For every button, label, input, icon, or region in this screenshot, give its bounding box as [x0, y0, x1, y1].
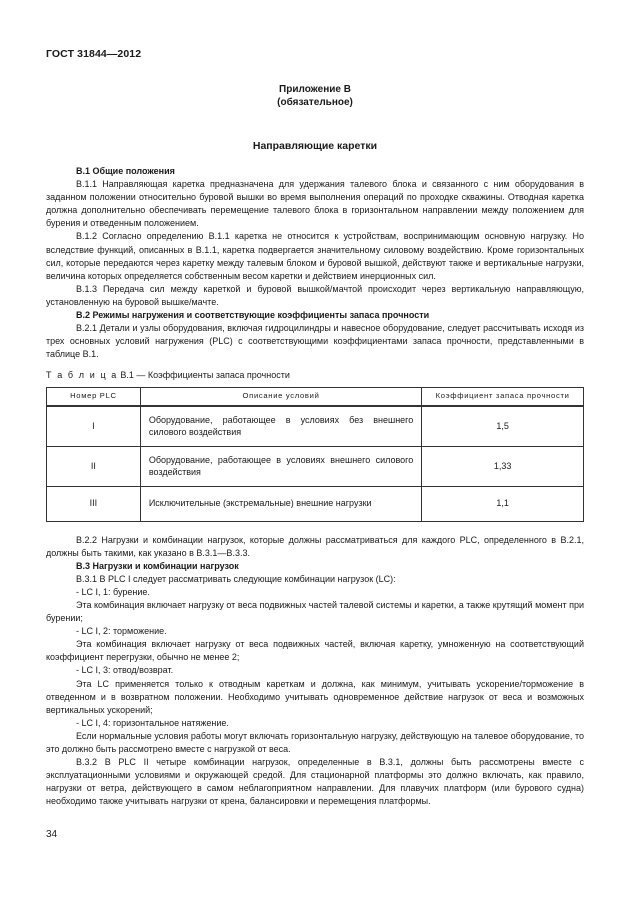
- condition-description-cell: Оборудование, работающее в условиях внешнего силового воздействия: [140, 446, 421, 486]
- paragraph-b2-1: В.2.1 Детали и узлы оборудования, включая гидроцилиндры и навесное оборудование, следует рассчитывать исходя из трех основных условий нагружения (PLC) с соответствующими коэффициентами запаса прочности, представленными в таблице В.1.: [46, 323, 584, 360]
- table-caption-text: В.1 — Коэффициенты запаса прочности: [117, 370, 290, 381]
- plc-number-cell: I: [47, 406, 141, 447]
- document-id: ГОСТ 31844—2012: [46, 48, 142, 60]
- list-item-lc4: - LC I, 4: горизонтальное натяжение.: [76, 717, 229, 728]
- section-heading-b1: В.1 Общие положения: [76, 166, 175, 176]
- safety-factor-table: [46, 387, 584, 522]
- table-header-cell: Коэффициент запаса прочности: [422, 387, 584, 406]
- page-title: Направляющие каретки: [252, 140, 378, 152]
- table-row: [47, 446, 584, 486]
- list-item-lc1: - LC I, 1: бурение.: [76, 586, 150, 597]
- list-item-lc2: - LC I, 2: торможение.: [76, 626, 167, 637]
- safety-factor-cell: 1,1: [422, 486, 584, 521]
- safety-factor-cell: 1,5: [422, 406, 584, 447]
- condition-description-cell: Оборудование, работающее в условиях без внешнего силового воздействия: [140, 406, 421, 447]
- table-caption-prefix: Т а б л и ц а: [46, 370, 118, 381]
- section-heading-b3: В.3 Нагрузки и комбинации нагрузок: [76, 560, 239, 571]
- safety-factor-cell: 1,33: [422, 446, 584, 486]
- table-row: [47, 406, 584, 447]
- paragraph-lc3-description: Эта LC применяется только к отводным кареткам и должна, как минимум, учитывать ускорение/торможение в отведенном и в возвратном положении. Необходимо учитывать одновременное действие нагрузок от веса и возможных вертикальных ускорений;: [46, 678, 584, 715]
- appendix-heading: [46, 83, 584, 109]
- document-body: [46, 165, 584, 808]
- table-header-cell: Номер PLC: [47, 387, 141, 406]
- paragraph-lc2-description: Эта комбинация включает нагрузку от веса подвижных частей, включая каретку, умноженную на соответствующий коэффициент перегрузки, обычно не менее 2;: [46, 639, 584, 663]
- paragraph-b1-2: В.1.2 Согласно определению В.1.1 каретка не относится к устройствам, воспринимающим основную нагрузку. Но вследствие функций, описанных в В.1.1, каретка подвергается значительному силовому воздействию. Кроме горизонтальных сил, которые передаются через каретку между талевым блоком и буровой вышкой, действуют также и вертикальные нагрузки, величина которых определяется собственным весом каретки и действием инерционных сил.: [46, 231, 584, 281]
- table-header-row: [47, 387, 584, 406]
- plc-number-cell: II: [47, 446, 141, 486]
- paragraph-b2-2: В.2.2 Нагрузки и комбинации нагрузок, которые должны рассматриваться для каждого PLC, определенного в В.2.1, должны быть такими, как указано в В.3.1—В.3.3.: [46, 534, 584, 558]
- table-row: [47, 486, 584, 521]
- section-heading-b2: В.2 Режимы нагружения и соответствующие коэффициенты запаса прочности: [76, 310, 430, 321]
- paragraph-b1-1: В.1.1 Направляющая каретка предназначена для удержания талевого блока и связанного с ним оборудования в заданном положении относительно буровой вышки во время выполнения операций по проходке скважины. Отводная каретка должна дополнительно обеспечивать перемещение талевого блока в горизонтальном направлении между положением для бурения и отведенным положением.: [46, 179, 584, 229]
- table-header-cell: Описание условий: [140, 387, 421, 406]
- list-item-lc3: - LC I, 3: отвод/возврат.: [76, 665, 174, 676]
- paragraph-lc1-description: Эта комбинация включает нагрузку от веса подвижных частей талевой системы и каретки, а также крутящий момент при бурении;: [46, 599, 584, 624]
- plc-number-cell: III: [47, 486, 141, 521]
- page-number: 34: [46, 829, 58, 840]
- paragraph-b1-3: В.1.3 Передача сил между кареткой и буровой вышкой/мачтой происходит через вертикальную направляющую, установленную на буровой вышке/мачте.: [46, 283, 584, 307]
- paragraph-lc4-description: Если нормальные условия работы могут включать горизонтальную нагрузку, действующую на талевое оборудование, то это должно быть рассмотрено вместе с нагрузкой от веса.: [46, 730, 584, 754]
- paragraph-b3-2: В.3.2 В PLC II четыре комбинации нагрузок, определенные в В.3.1, должны быть рассмотрены вместе с эксплуатационными условиями и окружающей средой. Для стационарной платформы это должно включать, как правило, нагрузки от ветра, действующего в самом неблагоприятном направлении. Для плавучих платформ (или бурового судна) необходимо также учитывать нагрузки от крена, балансировки и перемещения платформы.: [46, 757, 584, 807]
- appendix-label: Приложение В: [279, 84, 351, 95]
- appendix-status: (обязательное): [277, 97, 353, 108]
- paragraph-b3-1: В.3.1 В PLC I следует рассматривать следующие комбинации нагрузок (LC):: [76, 573, 396, 584]
- table-caption: [46, 369, 584, 382]
- condition-description-cell: Исключительные (экстремальные) внешние нагрузки: [140, 486, 421, 521]
